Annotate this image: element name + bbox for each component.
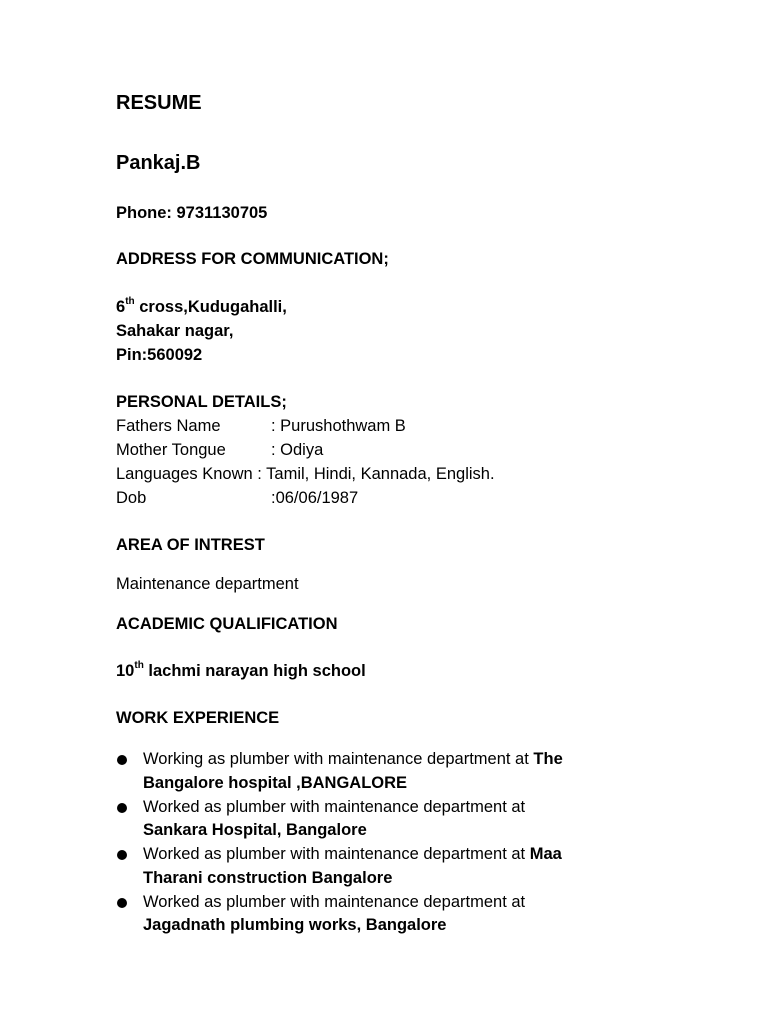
academic-superscript: th: [134, 659, 144, 671]
address-heading: ADDRESS FOR COMMUNICATION;: [116, 250, 389, 268]
list-item: [116, 796, 676, 844]
personal-row-label: Languages Known: [116, 465, 253, 483]
address-line-1-rest: cross,Kudugahalli,: [134, 298, 287, 316]
interest-heading: AREA OF INTREST: [116, 536, 265, 554]
document-title: RESUME: [116, 92, 202, 114]
list-item: [116, 843, 676, 891]
work-item-employer: Bangalore hospital ,BANGALORE: [143, 773, 408, 792]
academic-heading: ACADEMIC QUALIFICATION: [116, 615, 338, 633]
work-item-bold: Maa: [529, 845, 562, 863]
bullet-icon: [117, 803, 127, 813]
academic-number: 10: [116, 662, 135, 680]
bullet-icon: [117, 898, 127, 908]
personal-details-heading: PERSONAL DETAILS;: [116, 393, 287, 411]
work-item-text: Worked as plumber with maintenance department at: [143, 892, 526, 911]
interest-value: Maintenance department: [116, 575, 299, 593]
personal-row-mother-tongue: [116, 440, 323, 460]
personal-row-label: Fathers Name: [116, 417, 221, 435]
address-line-1-superscript: th: [125, 295, 135, 307]
work-item-text: Worked as plumber with maintenance department at: [143, 845, 530, 863]
academic-school: lachmi narayan high school: [143, 662, 366, 680]
work-item-employer: Sankara Hospital, Bangalore: [143, 821, 367, 840]
bullet-icon: [117, 755, 127, 765]
personal-row-dob: [116, 488, 358, 508]
list-item: [116, 891, 676, 939]
personal-row-value: :06/06/1987: [271, 489, 359, 507]
personal-row-languages: [116, 464, 495, 484]
personal-row-label: Dob: [116, 489, 147, 507]
work-item-employer: Jagadnath plumbing works, Bangalore: [143, 916, 447, 935]
work-heading: WORK EXPERIENCE: [116, 709, 280, 727]
work-experience-list: [116, 748, 676, 938]
list-item: [116, 748, 676, 796]
personal-row-fathers-name: [116, 416, 406, 436]
address-line-1-number: 6: [116, 298, 126, 316]
academic-item: [116, 661, 366, 681]
address-line-2: Sahakar nagar,: [116, 322, 234, 340]
personal-row-value: : Tamil, Hindi, Kannada, English.: [252, 465, 495, 483]
address-line-1: [116, 297, 287, 317]
work-item-text: Working as plumber with maintenance department at: [143, 750, 534, 768]
bullet-icon: [117, 850, 127, 860]
address-line-3: Pin:560092: [116, 346, 203, 364]
personal-row-value: : Purushothwam B: [271, 417, 406, 435]
work-item-bold: The: [533, 750, 563, 768]
personal-row-value: : Odiya: [271, 441, 324, 459]
work-item-employer: Tharani construction Bangalore: [143, 868, 393, 887]
candidate-name: Pankaj.B: [116, 152, 201, 174]
work-item-text: Worked as plumber with maintenance department at: [143, 797, 526, 816]
phone-number: Phone: 9731130705: [116, 204, 268, 222]
personal-row-label: Mother Tongue: [116, 441, 226, 459]
